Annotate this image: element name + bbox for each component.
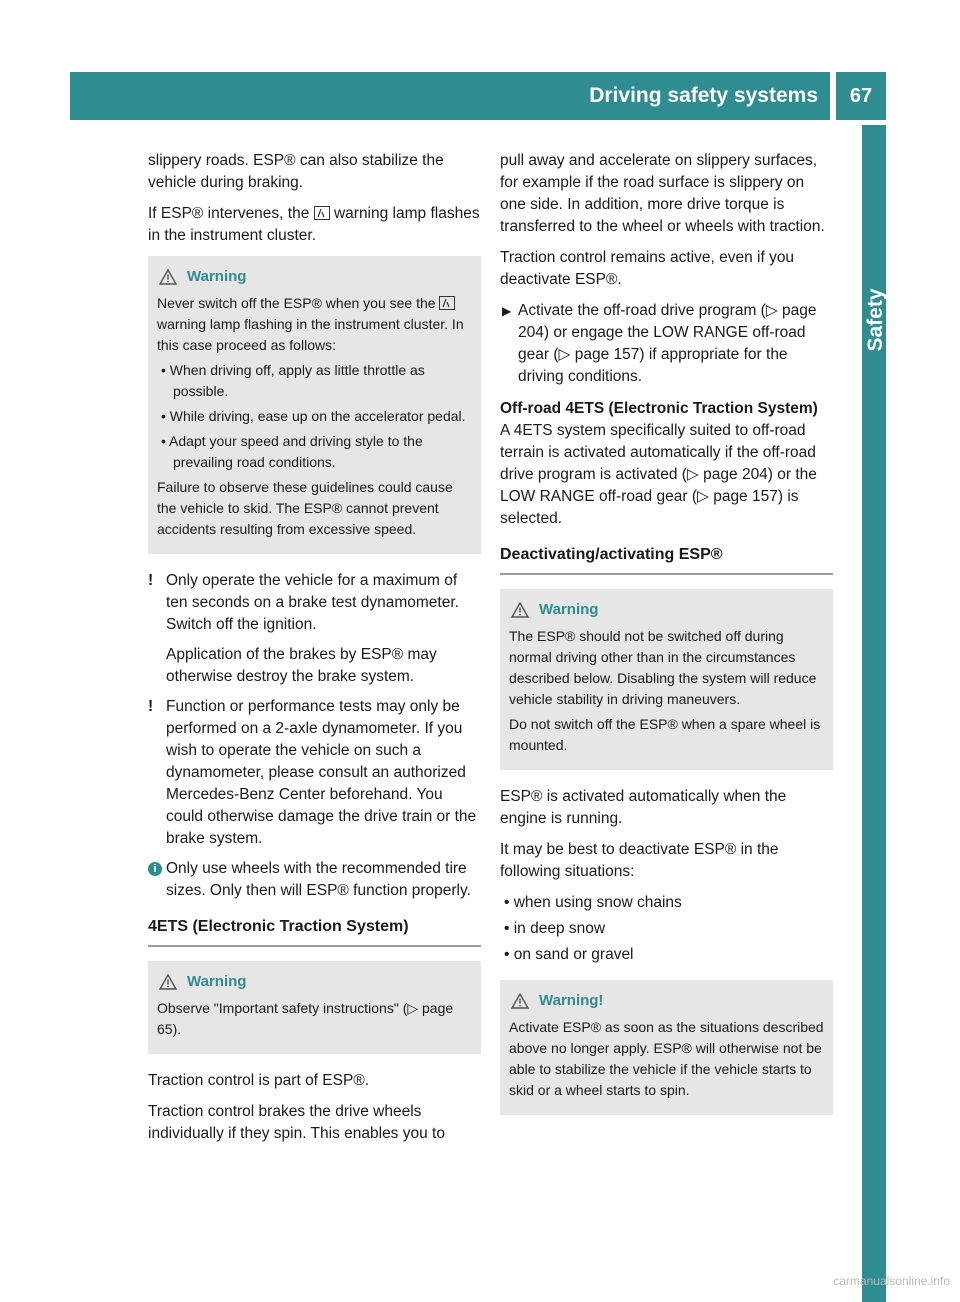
left-column bbox=[148, 150, 481, 1154]
paragraph: slippery roads. ESP® can also stabilize the vehicle during braking. bbox=[148, 152, 444, 191]
instruction-step: ▶ Activate the off-road drive program (▷ page 204) or engage the LOW RANGE off-road gear (▷ page 157) if appropriate for the driving conditions. bbox=[502, 302, 817, 385]
warning-heading: Warning! bbox=[509, 990, 824, 1011]
info-note: i Only use wheels with the recommended tire sizes. Only then will ESP® function properly. bbox=[148, 858, 481, 902]
warning-box bbox=[148, 961, 481, 1054]
warning-text: The ESP® should not be switched off during normal driving other than in the circumstances described below. Disabling the system will reduce vehicle stability in driving maneuvers. bbox=[509, 628, 817, 707]
right-column bbox=[500, 150, 833, 1131]
paragraph: Traction control remains active, even if you deactivate ESP®. bbox=[500, 249, 795, 288]
warning-triangle-icon bbox=[159, 974, 177, 990]
esp-warning-lamp-icon bbox=[439, 296, 455, 310]
exclamation-icon: ! bbox=[148, 698, 154, 715]
paragraph: Traction control is part of ESP®. bbox=[148, 1072, 370, 1089]
watermark: carmanualsonline.info bbox=[833, 1274, 950, 1288]
info-icon: i bbox=[148, 862, 162, 876]
bullet-item: • on sand or gravel bbox=[504, 946, 634, 963]
warning-triangle-icon bbox=[159, 269, 177, 285]
warning-box bbox=[148, 256, 481, 554]
paragraph: If ESP® intervenes, the warning lamp flashes in the instrument cluster. bbox=[148, 205, 480, 244]
warning-box bbox=[500, 980, 833, 1115]
page-header-title: Driving safety systems bbox=[589, 84, 818, 107]
side-tab-label: Safety bbox=[864, 288, 887, 352]
subheading: Off-road 4ETS (Electronic Traction System) bbox=[500, 400, 818, 417]
warning-text: Observe "Important safety instructions" (▷ page 65). bbox=[157, 1000, 454, 1037]
paragraph: ESP® is activated automatically when the engine is running. bbox=[500, 788, 787, 827]
bullet-item: • When driving off, apply as little throttle as possible. bbox=[161, 362, 425, 399]
warning-text: Do not switch off the ESP® when a spare wheel is mounted. bbox=[509, 716, 821, 753]
warning-triangle-icon bbox=[511, 602, 529, 618]
warning-heading: Warning bbox=[157, 971, 472, 992]
caution-note-continued: Application of the brakes by ESP® may otherwise destroy the brake system. bbox=[166, 646, 437, 685]
section-heading: 4ETS (Electronic Traction System) bbox=[148, 916, 481, 947]
paragraph: A 4ETS system specifically suited to off-road terrain is activated automatically if the off-road drive program is activated (▷ page 204) or the LOW RANGE off-road gear (▷ page 157) is selected. bbox=[500, 422, 817, 527]
warning-heading: Warning bbox=[509, 599, 824, 620]
bullet-item: • when using snow chains bbox=[504, 894, 682, 911]
esp-warning-lamp-icon bbox=[314, 206, 330, 220]
step-arrow-icon: ▶ bbox=[502, 304, 512, 318]
warning-text: Never switch off the ESP® when you see the warning lamp flashing in the instrument cluster. In this case proceed as follows: bbox=[157, 295, 464, 353]
caution-note: ! Only operate the vehicle for a maximum of ten seconds on a brake test dynamometer. Switch off the ignition. bbox=[148, 572, 459, 633]
paragraph: Traction control brakes the drive wheels individually if they spin. This enables you to bbox=[148, 1103, 445, 1142]
page-number: 67 bbox=[836, 72, 886, 120]
warning-box bbox=[500, 589, 833, 770]
paragraph: pull away and accelerate on slippery surfaces, for example if the road surface is slippery on one side. In addition, more drive torque is transferred to the wheel or wheels with traction. bbox=[500, 152, 825, 235]
bullet-item: • While driving, ease up on the accelerator pedal. bbox=[161, 408, 466, 424]
paragraph: It may be best to deactivate ESP® in the following situations: bbox=[500, 841, 779, 880]
exclamation-icon: ! bbox=[148, 572, 154, 589]
warning-triangle-icon bbox=[511, 993, 529, 1009]
bullet-item: • in deep snow bbox=[504, 920, 606, 937]
warning-text: Activate ESP® as soon as the situations described above no longer apply. ESP® will otherwise not be able to stabilize the vehicle if the vehicle starts to skid or a wheel starts to spin. bbox=[509, 1019, 824, 1098]
section-heading: Deactivating/activating ESP® bbox=[500, 544, 833, 575]
header-bar bbox=[70, 72, 830, 120]
warning-text: Failure to observe these guidelines could cause the vehicle to skid. The ESP® cannot prevent accidents resulting from excessive speed. bbox=[157, 479, 453, 537]
caution-note: ! Function or performance tests may only be performed on a 2-axle dynamometer. If you wish to operate the vehicle on such a dynamometer, please consult an authorized Mercedes-Benz Center beforehand. You could otherwise damage the drive train or the brake system. bbox=[148, 698, 477, 847]
bullet-item: • Adapt your speed and driving style to the prevailing road conditions. bbox=[161, 433, 423, 470]
warning-heading: Warning bbox=[157, 266, 472, 287]
